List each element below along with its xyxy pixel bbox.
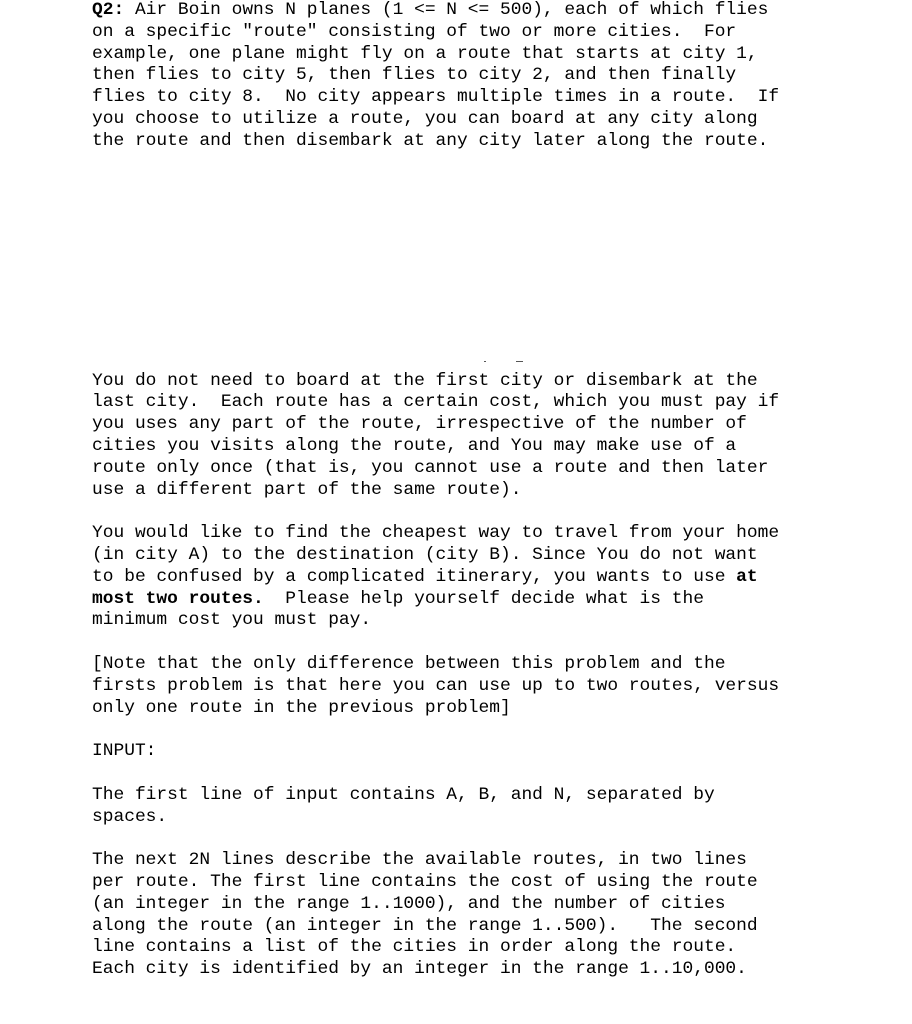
paragraph-line: most two routes. Please help yourself decide what is the bbox=[92, 588, 704, 609]
question-line: example, one plane might fly on a route that starts at city 1, bbox=[92, 43, 758, 64]
stray-mark bbox=[516, 361, 523, 362]
paragraph-line: spaces. bbox=[92, 806, 168, 827]
question-line: you choose to utilize a route, you can board at any city along bbox=[92, 108, 758, 129]
paragraph-line: per route. The first line contains the cost of using the route bbox=[92, 871, 758, 892]
blank-line bbox=[92, 719, 904, 741]
paragraph-line: last city. Each route has a certain cost, which you must pay if bbox=[92, 392, 780, 413]
paragraph-line: (an integer in the range 1..1000), and the number of cities bbox=[92, 893, 726, 914]
input-routes-paragraph bbox=[92, 850, 904, 981]
question-line: Q2: Air Boin owns N planes (1 <= N <= 500), each of which flies bbox=[92, 0, 769, 20]
paragraph-line: line contains a list of the cities in order along the route. bbox=[92, 937, 737, 958]
route-cost-paragraph bbox=[92, 371, 904, 502]
paragraph-line: You would like to find the cheapest way to travel from your home bbox=[92, 523, 780, 544]
paragraph-line: Each city is identified by an integer in the range 1..10,000. bbox=[92, 959, 747, 980]
paragraph-line: only one route in the previous problem] bbox=[92, 697, 511, 718]
question-line: on a specific "route" consisting of two or more cities. For bbox=[92, 21, 737, 42]
input-first-line-paragraph bbox=[92, 785, 904, 829]
note-paragraph bbox=[92, 654, 904, 719]
paragraph-line: use a different part of the same route). bbox=[92, 479, 522, 500]
paragraph-line: The next 2N lines describe the available routes, in two lines bbox=[92, 850, 747, 871]
blank-line bbox=[92, 501, 904, 523]
paragraph-line: you uses any part of the route, irrespective of the number of bbox=[92, 414, 747, 435]
blank-line bbox=[92, 763, 904, 785]
paragraph-line: route only once (that is, you cannot use a route and then later bbox=[92, 457, 769, 478]
question-line: flies to city 8. No city appears multiple times in a route. If bbox=[92, 87, 780, 108]
paragraph-line: The first line of input contains A, B, and N, separated by bbox=[92, 784, 715, 805]
paragraph-line: minimum cost you must pay. bbox=[92, 610, 372, 631]
question-line: then flies to city 5, then flies to city 2, and then finally bbox=[92, 65, 737, 86]
paragraph-line: along the route (an integer in the range 1..500). The second bbox=[92, 915, 758, 936]
stray-mark bbox=[484, 361, 486, 362]
input-heading: INPUT: bbox=[92, 741, 157, 762]
paragraph-line: cities you visits along the route, and You may make use of a bbox=[92, 435, 737, 456]
blank-gap bbox=[92, 153, 904, 371]
paragraph-line: [Note that the only difference between this problem and the bbox=[92, 653, 726, 674]
emphasis-text: most two routes. bbox=[92, 588, 264, 609]
paragraph-line: (in city A) to the destination (city B). Since You do not want bbox=[92, 544, 758, 565]
paragraph-line: to be confused by a complicated itinerary, you wants to use at bbox=[92, 566, 758, 587]
problem-document bbox=[92, 0, 904, 981]
blank-line bbox=[92, 632, 904, 654]
paragraph-line: firsts problem is that here you can use up to two routes, versus bbox=[92, 675, 780, 696]
paragraph-line: You do not need to board at the first city or disembark at the bbox=[92, 370, 758, 391]
question-intro bbox=[92, 0, 904, 153]
question-label: Q2: bbox=[92, 0, 125, 20]
goal-paragraph bbox=[92, 523, 904, 632]
question-line: the route and then disembark at any city later along the route. bbox=[92, 130, 769, 151]
blank-line bbox=[92, 828, 904, 850]
emphasis-text: at bbox=[736, 566, 758, 587]
